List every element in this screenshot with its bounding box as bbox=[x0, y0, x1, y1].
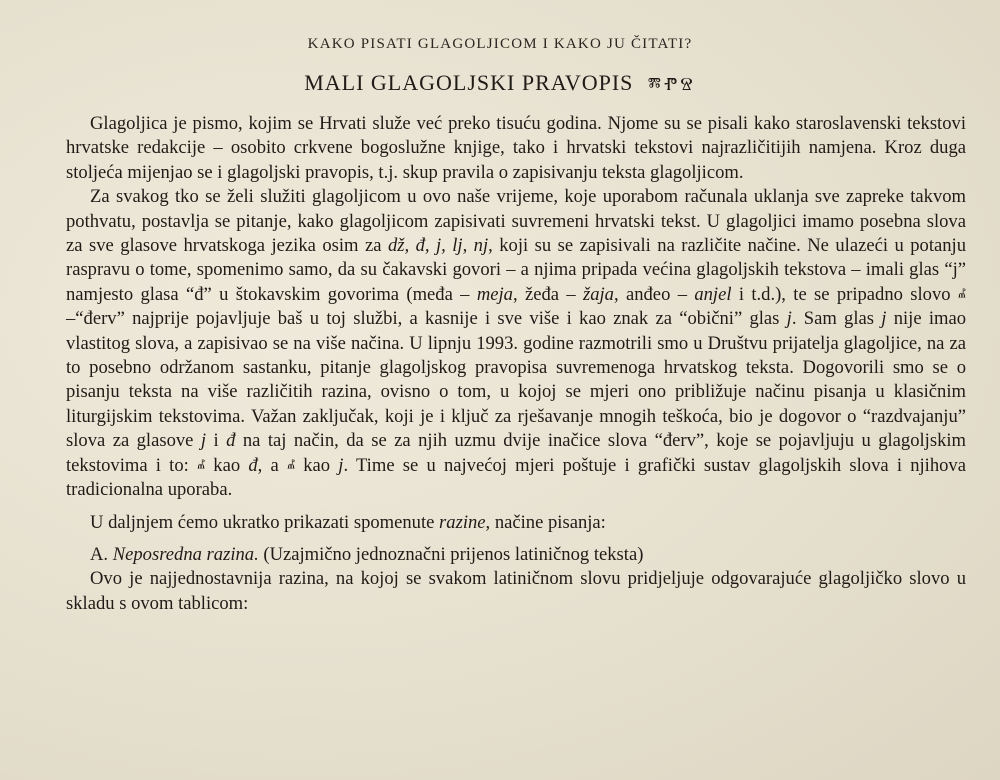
text-run: U daljnjem ćemo ukratko prikazati spomenute bbox=[90, 511, 440, 533]
italic-letter: j bbox=[200, 430, 207, 452]
spacer bbox=[66, 535, 966, 543]
glagolitic-glyph-dj: ⰼ bbox=[197, 456, 206, 475]
text-run: kao bbox=[295, 454, 339, 476]
text-run: , a bbox=[257, 454, 287, 476]
running-head: KAKO PISATI GLAGOLJICOM I KAKO JU ČITATI? bbox=[307, 36, 693, 52]
text-run: , koji su se zapisivali na različite načine. Ne ulazeći u potanju raspravu o tome, spomenimo samo, da su čakavski govori – a njima pripada većina glagoljskih tekstova – imali glas “j” namjesto glasa “đ” u štokavskim govorima (međa – bbox=[66, 235, 966, 305]
text-run: (Uzajmično jednoznačni prijenos latiničnog teksta) bbox=[258, 543, 644, 565]
italic-letter: đ bbox=[226, 430, 236, 452]
italic-word: anjel bbox=[694, 283, 732, 305]
italic-heading: Neposredna razina. bbox=[112, 543, 259, 565]
italic-letter: j bbox=[338, 454, 344, 476]
paragraph-direct-level: Ovo je najjednostavnija razina, na kojoj se svakom latiničnom slovu pridjeljuje odgovarajuće glagoljičko slovo u skladu s ovom tablicom: bbox=[66, 568, 966, 614]
paragraph-main bbox=[66, 185, 966, 502]
text-run: nije imao vlastitog slova, a zapisivao se na više načina. U lipnju 1993. godine razmotrili smo u Društvu prijatelja glagoljice, na za to posebno održanom sastanku, pitanje glagoljskog pravopisa suvremenoga hrvatskog teksta. Dogovorili smo se o pisanju teksta na više različitih razina, ovisno o tom, u kojoj se mjeri ono približuje načinu pisanja u klasičnim liturgijskim tekstovima. Važan zaključak, koji je i ključ za rješavanje mnogih teškoća, bio je dogovor o “razdvajanju” slova za glasove bbox=[66, 308, 967, 452]
page-title bbox=[0, 70, 1000, 96]
text-run: A. bbox=[90, 543, 113, 565]
italic-letter: j bbox=[786, 308, 792, 330]
paragraph-levels-intro bbox=[66, 511, 966, 535]
italic-word: meja bbox=[476, 283, 513, 305]
text-run: na taj način, da se za njih uzmu dvije inačice slova “đerv”, koje se pojavljuju u glagoljskim tekstovima i to: bbox=[66, 430, 967, 476]
text-run: Za svakog tko se želi služiti glagoljicom u ovo naše vrijeme, koje uporabom računala uklanja sve zapreke takvom pothvatu, postavlja se pitanje, kako glagoljicom zapisivati suvremeni hrvatski tekst. U glagoljici imamo posebna slova za sve glasove hrvatskoga jezika osim za bbox=[66, 186, 966, 257]
italic-letters: dž, đ, j, lj, nj bbox=[387, 235, 489, 257]
italic-letter: j bbox=[881, 308, 887, 330]
text-run: . Time se u najvećoj mjeri poštuje i grafički sustav glagoljskih slova i njihova tradicionalna uporaba. bbox=[66, 454, 966, 501]
italic-word: razine bbox=[439, 511, 486, 533]
text-run: i t.d.), te se pripadno slovo bbox=[731, 283, 958, 305]
section-heading-a bbox=[66, 543, 966, 567]
text-run: i bbox=[206, 430, 227, 452]
text-run: kao bbox=[205, 454, 249, 476]
text-run: , načine pisanja: bbox=[485, 511, 606, 533]
body-text bbox=[66, 112, 966, 616]
text-run: , anđeo – bbox=[613, 283, 695, 305]
paragraph-intro: Glagoljica je pismo, kojim se Hrvati služe već preko tisuću godina. Njome su se pisali kako staroslavenski tekstovi hrvatske redakcije – osobito crkvene bogoslužne knjige, tako i hrvatski tekstovi najrazličitijih namjena. Kroz duga stoljeća mijenjao se i glagoljski pravopis, t.j. skup pravila o zapisivanju teksta glagoljicom. bbox=[66, 113, 966, 183]
text-run: , žeđa – bbox=[512, 283, 583, 305]
text-run: . Sam glas bbox=[791, 308, 882, 330]
text-run: –“đerv” najprije pojavljuje baš u toj službi, a kasnije i sve više i kao znak za “obični” glas bbox=[66, 308, 787, 330]
spacer bbox=[66, 503, 966, 511]
italic-letter: đ bbox=[248, 454, 258, 476]
glagolitic-derv-glyph: ⰼ bbox=[957, 285, 966, 304]
title-glagolitic-glyphs: ⰿⰒⰔ bbox=[647, 74, 696, 95]
title-text: MALI GLAGOLJSKI PRAVOPIS bbox=[304, 70, 634, 95]
italic-word: žaja bbox=[582, 283, 614, 305]
glagolitic-glyph-j: ⰼ bbox=[286, 456, 296, 475]
